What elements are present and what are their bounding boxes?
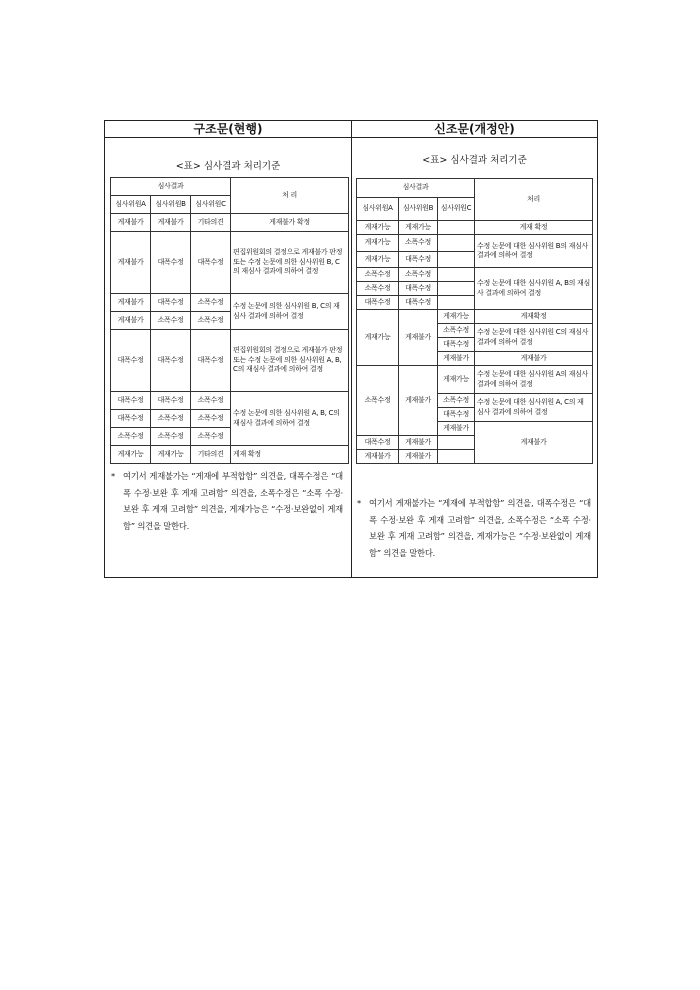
table-cell xyxy=(438,221,475,235)
table-cell: 게재불가 xyxy=(438,422,475,436)
table-cell: 기타의견 xyxy=(191,214,231,232)
table-cell: 대폭수정 xyxy=(111,392,151,410)
column-divider xyxy=(351,121,352,577)
table-cell: 대폭수정 xyxy=(151,232,191,294)
table-cell: 편집위원회의 결정으로 게재불가 판정 또는 수정 논문에 의한 심사위원 B, C의 재심사 결과에 의하여 결정 xyxy=(231,232,349,294)
table-cell xyxy=(438,296,475,310)
table-cell: 대폭수정 xyxy=(357,296,399,310)
note-text: 여기서 게재불가는 “게재에 부적합함” 의견을, 대폭수정은 “대폭 수정·보완 후 게재 고려함” 의견을, 소폭수정은 “소폭 수정·보완 후 게재 고려함” 의견을, 게재가능은 “수정·보완없이 게재함” 의견을 말한다. xyxy=(123,471,343,531)
table-cell xyxy=(438,268,475,282)
table-cell: 소폭수정 xyxy=(357,282,399,296)
left-note xyxy=(111,468,343,534)
table-cell: 기타의견 xyxy=(191,446,231,464)
table-cell xyxy=(438,282,475,296)
table-cell: 게재 확정 xyxy=(231,446,349,464)
table-cell: 소폭수정 xyxy=(151,410,191,428)
table-cell: 게재가능 xyxy=(438,366,475,394)
table-cell: 대폭수정 xyxy=(399,282,438,296)
table-cell: 수정 논문에 대한 심사위원 C의 재심사 결과에 의하여 결정 xyxy=(475,324,593,352)
table-cell: 수정 논문에 의한 심사위원 B, C의 재심사 결과에 의하여 결정 xyxy=(231,294,349,330)
sub-header: 심사위원C xyxy=(438,198,475,221)
table-cell: 소폭수정 xyxy=(191,410,231,428)
left-table-title: <표> 심사결과 처리기준 xyxy=(175,161,281,172)
table-cell: 게재불가 xyxy=(399,436,438,450)
left-column-heading: 구조문(현행) xyxy=(105,121,351,138)
table-cell: 대폭수정 xyxy=(151,294,191,312)
sub-header: 심사위원A xyxy=(111,196,151,214)
table-cell: 게재가능 xyxy=(357,310,399,366)
table-cell: 대폭수정 xyxy=(438,408,475,422)
table-cell: 편집위원회의 결정으로 게재불가 판정 또는 수정 논문에 의한 심사위원 A, B, C의 재심사 결과에 의하여 결정 xyxy=(231,330,349,392)
table-cell: 게재가능 xyxy=(438,310,475,324)
left-criteria-table xyxy=(110,177,349,464)
table-cell: 게재가능 xyxy=(111,446,151,464)
table-cell: 소폭수정 xyxy=(111,428,151,446)
table-cell: 소폭수정 xyxy=(191,294,231,312)
table-cell: 게재 확정 xyxy=(475,221,593,235)
table-cell: 소폭수정 xyxy=(191,392,231,410)
table-cell: 게재불가 xyxy=(111,312,151,330)
table-cell: 대폭수정 xyxy=(151,392,191,410)
table-cell: 게재불가 xyxy=(399,366,438,436)
table-cell: 게재가능 xyxy=(357,252,399,268)
right-criteria-table xyxy=(356,178,593,464)
table-cell: 게재가능 xyxy=(357,235,399,252)
table-cell: 게재가능 xyxy=(357,221,399,235)
note-mark: * xyxy=(357,498,361,508)
table-cell: 게재불가 xyxy=(111,232,151,294)
sub-header: 심사위원B xyxy=(399,198,438,221)
table-cell: 게재불가 xyxy=(399,450,438,464)
right-note xyxy=(357,495,591,561)
table-cell: 게재확정 xyxy=(475,310,593,324)
table-cell: 소폭수정 xyxy=(357,268,399,282)
table-cell: 소폭수정 xyxy=(151,428,191,446)
table-cell: 게재불가 xyxy=(111,294,151,312)
table-cell: 게재불가 확정 xyxy=(231,214,349,232)
sub-header: 심사위원B xyxy=(151,196,191,214)
sub-header: 심사위원A xyxy=(357,198,399,221)
table-cell: 대폭수정 xyxy=(111,410,151,428)
table-cell: 대폭수정 xyxy=(438,338,475,352)
table-cell xyxy=(438,235,475,252)
table-cell: 소폭수정 xyxy=(151,312,191,330)
group-header: 심사결과 xyxy=(357,179,475,198)
table-cell: 수정 논문에 대한 심사위원 A, B의 재심사 결과에 의하여 결정 xyxy=(475,268,593,310)
table-cell: 게재불가 xyxy=(475,352,593,366)
table-cell: 게재불가 xyxy=(111,214,151,232)
table-cell: 소폭수정 xyxy=(438,394,475,408)
table-cell: 수정 논문에 대한 심사위원 A의 재심사 결과에 의하여 결정 xyxy=(475,366,593,394)
table-cell: 게재불가 xyxy=(475,422,593,464)
sub-header: 심사위원C xyxy=(191,196,231,214)
table-cell: 게재불가 xyxy=(357,450,399,464)
proc-header: 처리 xyxy=(475,179,593,221)
table-cell: 소폭수정 xyxy=(399,268,438,282)
table-cell: 게재불가 xyxy=(438,352,475,366)
table-cell: 대폭수정 xyxy=(151,330,191,392)
comparison-frame xyxy=(104,120,598,578)
note-mark: * xyxy=(111,471,115,481)
table-cell xyxy=(438,252,475,268)
table-cell: 대폭수정 xyxy=(399,296,438,310)
table-cell: 소폭수정 xyxy=(191,428,231,446)
group-header: 심사결과 xyxy=(111,178,231,196)
table-cell: 대폭수정 xyxy=(191,232,231,294)
right-column-heading: 신조문(개정안) xyxy=(352,121,597,138)
table-cell: 수정 논문에 대한 심사위원 B의 재심사 결과에 의하여 결정 xyxy=(475,235,593,268)
table-cell: 소폭수정 xyxy=(357,366,399,436)
proc-header: 처 리 xyxy=(231,178,349,214)
right-table-title: <표> 심사결과 처리기준 xyxy=(422,155,527,166)
table-cell: 대폭수정 xyxy=(111,330,151,392)
table-cell xyxy=(438,436,475,450)
table-cell: 소폭수정 xyxy=(191,312,231,330)
table-cell: 대폭수정 xyxy=(399,252,438,268)
table-cell: 소폭수정 xyxy=(399,235,438,252)
table-cell xyxy=(438,450,475,464)
table-cell: 게재가능 xyxy=(151,446,191,464)
table-cell: 대폭수정 xyxy=(357,436,399,450)
table-cell: 소폭수정 xyxy=(438,324,475,338)
table-cell: 게재불가 xyxy=(151,214,191,232)
table-cell: 수정 논문에 의한 심사위원 A, B, C의 재심사 결과에 의하여 결정 xyxy=(231,392,349,446)
table-cell: 게재불가 xyxy=(399,310,438,366)
note-text: 여기서 게재불가는 “게재에 부적합함” 의견을, 대폭수정은 “대폭 수정·보완 후 게재 고려함” 의견을, 소폭수정은 “소폭 수정·보완 후 게재 고려함” 의견을, 게재가능은 “수정·보완없이 게재함” 의견을 말한다. xyxy=(369,498,591,558)
table-cell: 게재가능 xyxy=(399,221,438,235)
table-cell: 대폭수정 xyxy=(191,330,231,392)
table-cell: 수정 논문에 대한 심사위원 A, C의 재심사 결과에 의하여 결정 xyxy=(475,394,593,422)
